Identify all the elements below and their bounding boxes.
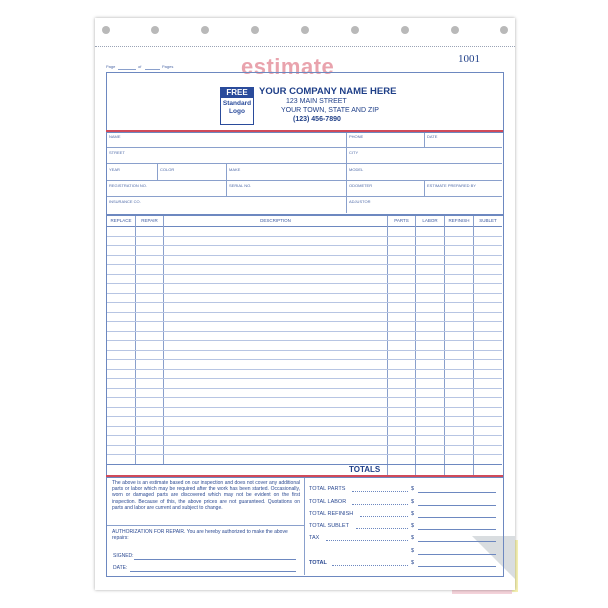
- table-row: [107, 236, 502, 237]
- leader-dots: [356, 528, 408, 529]
- table-row: [107, 264, 502, 265]
- page-label: Page: [106, 64, 116, 69]
- odometer-label: ODOMETER: [349, 183, 373, 188]
- tax-label: TAX: [309, 535, 320, 541]
- table-row: [107, 302, 502, 303]
- company-name: YOUR COMPANY NAME HERE: [259, 86, 397, 97]
- serial-label: SERIAL NO.: [229, 183, 252, 188]
- amount-line-refinish[interactable]: [418, 517, 496, 518]
- date-label: DATE: [427, 134, 438, 139]
- binder-hole: [201, 26, 209, 34]
- table-row: [107, 397, 502, 398]
- dollar-sign: $: [411, 560, 415, 566]
- dollar-sign: $: [411, 499, 415, 505]
- binder-hole: [102, 26, 110, 34]
- dollar-sign: $: [411, 548, 415, 554]
- signed-line[interactable]: [134, 559, 296, 560]
- total-parts-label: TOTAL PARTS: [309, 486, 346, 492]
- table-row: [107, 454, 502, 455]
- binder-hole: [251, 26, 259, 34]
- table-row: [107, 340, 502, 341]
- table-row: [107, 350, 502, 351]
- make-label: MAKE: [229, 167, 241, 172]
- dollar-sign: $: [411, 486, 415, 492]
- field-row-line: [107, 196, 502, 197]
- logo-free: FREE: [221, 88, 253, 98]
- adjustor-label: ADJUSTOR: [349, 199, 371, 204]
- totals-label: TOTALS: [349, 465, 381, 474]
- customer-fields-box: [106, 132, 504, 215]
- auth-date-line[interactable]: [130, 571, 296, 572]
- street-label: STREET: [109, 150, 125, 155]
- col-replace: REPLACE: [110, 218, 132, 223]
- model-label: MODEL: [349, 167, 364, 172]
- table-row: [107, 407, 502, 408]
- table-row: [107, 255, 502, 256]
- year-label: YEAR: [109, 167, 120, 172]
- color-label: COLOR: [160, 167, 175, 172]
- amount-line-total[interactable]: [418, 566, 496, 567]
- form-number: 1001: [458, 53, 480, 65]
- field-col-line: [424, 133, 425, 147]
- prepared-by-label: ESTIMATE PREPARED BY: [427, 183, 476, 188]
- total-refinish-label: TOTAL REFINISH: [309, 511, 354, 517]
- binder-hole: [451, 26, 459, 34]
- auth-date-label: DATE:: [113, 565, 128, 571]
- phone-label: PHONE: [349, 134, 364, 139]
- amount-line-sublet[interactable]: [418, 529, 496, 530]
- page-blank: [118, 69, 136, 70]
- pages-label: Pages: [162, 64, 174, 69]
- company-city: YOUR TOWN, STATE AND ZIP: [281, 107, 379, 114]
- city-label: CITY: [349, 150, 359, 155]
- company-street: 123 MAIN STREET: [286, 98, 347, 105]
- dollar-sign: $: [411, 523, 415, 529]
- table-row: [107, 321, 502, 322]
- col-sublet: SUBLET: [479, 218, 497, 223]
- binder-hole: [500, 26, 508, 34]
- binder-hole: [351, 26, 359, 34]
- logo-logo: Logo: [229, 108, 245, 115]
- table-row: [107, 283, 502, 284]
- leader-dots: [326, 540, 408, 541]
- col-description: DESCRIPTION: [260, 218, 291, 223]
- field-col-line: [157, 164, 158, 180]
- insurance-label: INSURANCE CO.: [109, 199, 141, 204]
- registration-label: REGISTRATION NO.: [109, 183, 147, 188]
- footer-col-line: [304, 478, 305, 575]
- table-row: [107, 274, 502, 275]
- leader-dots: [332, 565, 408, 566]
- totals-line: [107, 464, 502, 465]
- binder-hole: [401, 26, 409, 34]
- pages-blank: [145, 69, 160, 70]
- table-row: [107, 369, 502, 370]
- dollar-sign: $: [411, 535, 415, 541]
- binder-hole: [151, 26, 159, 34]
- table-header-line: [107, 226, 502, 227]
- table-row: [107, 359, 502, 360]
- name-label: NAME: [109, 134, 121, 139]
- total-labor-label: TOTAL LABOR: [309, 499, 347, 505]
- form-title: estimate: [241, 54, 335, 79]
- signed-label: SIGNED:: [113, 553, 134, 559]
- logo-standard: Standard: [222, 100, 252, 107]
- col-labor: LABOR: [422, 218, 438, 223]
- field-col-line: [226, 164, 227, 196]
- amount-line-tax[interactable]: [418, 541, 496, 542]
- of-label: of: [138, 64, 142, 69]
- company-phone: (123) 456-7890: [293, 116, 341, 123]
- authorization-text: AUTHORIZATION FOR REPAIR. You are hereby authorized to make the above repairs:: [112, 529, 288, 542]
- amount-line-blank[interactable]: [418, 554, 496, 555]
- footer-row-line: [107, 525, 304, 526]
- logo-box: [220, 87, 254, 125]
- table-row: [107, 331, 502, 332]
- dollar-sign: $: [411, 511, 415, 517]
- table-row: [107, 426, 502, 427]
- table-row: [107, 388, 502, 389]
- leader-dots: [352, 491, 408, 492]
- table-row: [107, 245, 502, 246]
- table-row: [107, 435, 502, 436]
- total-sublet-label: TOTAL SUBLET: [309, 523, 349, 529]
- grand-total-label: TOTAL: [309, 560, 327, 566]
- table-row: [107, 293, 502, 294]
- perforation-line: [95, 46, 515, 47]
- field-row-line: [107, 163, 502, 164]
- leader-dots: [352, 504, 408, 505]
- binder-hole: [301, 26, 309, 34]
- field-row-line: [107, 147, 502, 148]
- col-parts: PARTS: [394, 218, 409, 223]
- table-row: [107, 445, 502, 446]
- table-row: [107, 312, 502, 313]
- leader-dots: [360, 516, 408, 517]
- table-row: [107, 378, 502, 379]
- disclaimer-text: The above is an estimate based on our inspection and does not cover any additional parts or labor which may be required after the work has been started. Occasionally, worn or damaged parts are discovered which may not be evident on the first inspection. Because of this, the above prices are not guaranteed. Quotations on parts and labor are current and subject to change.: [112, 480, 300, 511]
- amount-line-labor[interactable]: [418, 505, 496, 506]
- field-col-line: [346, 133, 347, 213]
- field-row-line: [107, 180, 502, 181]
- col-repair: REPAIR: [141, 218, 158, 223]
- field-col-line: [424, 181, 425, 196]
- amount-line-parts[interactable]: [418, 492, 496, 493]
- table-row: [107, 416, 502, 417]
- col-refinish: REFINISH: [448, 218, 470, 223]
